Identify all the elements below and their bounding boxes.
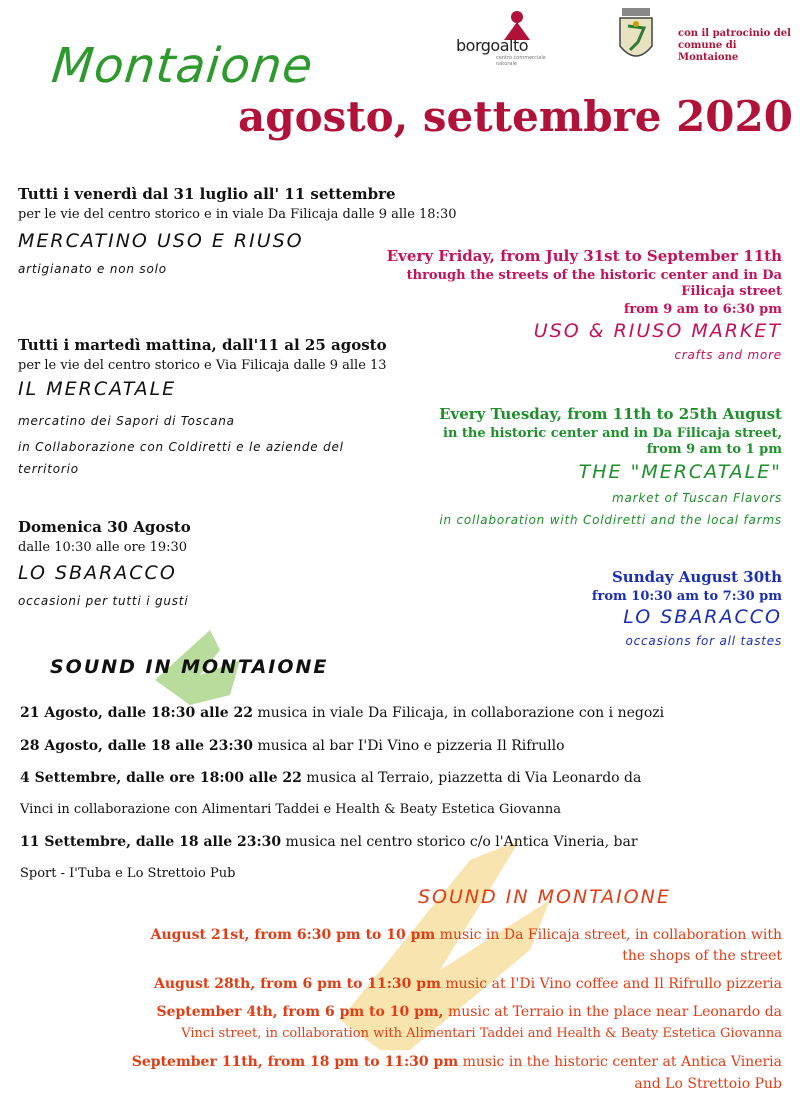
sound-it-item-2 xyxy=(20,738,565,754)
patronage-text xyxy=(678,28,800,64)
title-dates: agosto, settembre 2020 xyxy=(238,92,793,141)
event-en-2-line-1: Every Tuesday, from 11th to 25th August xyxy=(439,405,782,423)
event-it-2-name: IL MERCATALE xyxy=(18,378,177,400)
sound-en-item-4 xyxy=(22,1004,782,1020)
sound-en-item-6-bold: September 11th, from 18 pm to 11:30 pm xyxy=(131,1054,459,1070)
sound-en-item-5 xyxy=(22,1026,782,1041)
sound-it-item-5-bold: 11 Settembre, dalle 18 alle 23:30 xyxy=(20,834,282,850)
sound-en-item-7 xyxy=(22,1076,782,1092)
sound-en-item-4-rest: music at Terraio in the place near Leonardo da xyxy=(443,1004,782,1020)
sound-it-item-6 xyxy=(20,866,235,881)
comune-crest-icon xyxy=(614,6,658,68)
sound-it-item-3-rest: musica al Terraio, piazzetta di Via Leonardo da xyxy=(301,770,642,786)
patronage-line-1: con il patrocinio del xyxy=(678,28,791,39)
event-it-2-desc-1: mercatino dei Sapori di Toscana xyxy=(18,414,235,428)
event-en-1 xyxy=(282,247,782,362)
patronage-line-2: comune di Montaione xyxy=(678,40,739,63)
event-it-1-where: per le vie del centro storico e in viale Da Filicaja dalle 9 alle 18:30 xyxy=(18,207,457,222)
logo-text: borgoalto xyxy=(456,36,528,55)
event-it-1-desc: artigianato e non solo xyxy=(18,262,167,276)
sound-it-item-2-rest: musica al bar I'Di Vino e pizzeria Il Rifrullo xyxy=(253,738,565,754)
event-it-2-where: per le vie del centro storico e Via Filicaja dalle 9 alle 13 xyxy=(18,358,387,373)
event-it-2-desc-3: territorio xyxy=(18,462,79,476)
sound-it-item-3-bold: 4 Settembre, dalle ore 18:00 alle 22 xyxy=(20,770,302,786)
sound-en-item-3 xyxy=(22,976,782,992)
sound-en-item-6-rest: music in the historic center at Antica Vineria xyxy=(458,1054,782,1070)
event-it-3-when: Domenica 30 Agosto xyxy=(18,518,191,536)
sound-en-item-2 xyxy=(22,948,782,964)
sound-en-item-3-rest: music at I'Di Vino coffee and Il Rifrullo pizzeria xyxy=(440,976,782,992)
event-en-2-desc-2: in collaboration with Coldiretti and the local farms xyxy=(439,513,782,527)
event-en-3-line-2: from 10:30 am to 7:30 pm xyxy=(591,589,782,604)
sound-it-item-6-rest: Sport - I'Tuba e Lo Strettoio Pub xyxy=(20,866,236,881)
event-en-1-line-3: Filicaja street xyxy=(681,284,782,299)
sound-en-heading: SOUND IN MONTAIONE xyxy=(418,886,671,908)
sound-it-item-4-rest: Vinci in collaborazione con Alimentari Taddei e Health & Beaty Estetica Giovanna xyxy=(20,802,561,817)
event-it-3-name: LO SBARACCO xyxy=(18,562,177,584)
sound-en-item-7-rest: and Lo Strettoio Pub xyxy=(634,1076,782,1092)
event-en-2-line-3: from 9 am to 1 pm xyxy=(646,442,782,457)
event-en-2-name: THE "MERCATALE" xyxy=(578,461,782,483)
event-en-1-desc: crafts and more xyxy=(674,348,782,362)
title-montaione: Montaione xyxy=(49,38,317,94)
event-en-2 xyxy=(262,405,782,527)
event-it-1-name: MERCATINO USO E RIUSO xyxy=(18,230,304,252)
sound-it-item-5-rest: musica nel centro storico c/o l'Antica Vineria, bar xyxy=(281,834,638,850)
event-en-1-line-2: through the streets of the historic center and in Da xyxy=(406,268,782,283)
sound-it-item-5 xyxy=(20,834,638,850)
sound-en-item-5-rest: Vinci street, in collaboration with Alimentari Taddei and Health & Beaty Estetica Giovanna xyxy=(181,1026,782,1041)
event-it-3-desc: occasioni per tutti i gusti xyxy=(18,594,189,608)
event-it-3-where: dalle 10:30 alle ore 19:30 xyxy=(18,540,188,555)
event-en-1-line-1: Every Friday, from July 31st to September 11th xyxy=(386,247,782,265)
event-en-3-desc: occasions for all tastes xyxy=(625,634,782,648)
sound-it-item-4 xyxy=(20,802,561,817)
event-en-3-line-1: Sunday August 30th xyxy=(611,568,782,586)
sound-en-item-6 xyxy=(22,1054,782,1070)
borgoalto-logo xyxy=(452,8,562,68)
event-en-3-name: LO SBARACCO xyxy=(623,606,782,628)
event-en-2-desc-1: market of Tuscan Flavors xyxy=(612,491,782,505)
event-en-2-line-2: in the historic center and in Da Filicaja street, xyxy=(443,426,782,441)
sound-it-item-1-bold: 21 Agosto, dalle 18:30 alle 22 xyxy=(20,705,254,721)
logo-subtext: centro commerciale naturale xyxy=(496,55,546,67)
sound-en-item-2-rest: the shops of the street xyxy=(622,948,782,964)
event-en-1-line-4: from 9 am to 6:30 pm xyxy=(623,302,782,317)
sound-it-item-1 xyxy=(20,705,664,721)
sound-it-item-1-rest: musica in viale Da Filicaja, in collaborazione con i negozi xyxy=(253,705,665,721)
event-it-2-when: Tutti i martedì mattina, dall'11 al 25 agosto xyxy=(18,336,387,354)
event-en-3 xyxy=(382,568,782,648)
event-en-1-name: USO & RIUSO MARKET xyxy=(533,320,782,342)
sound-it-heading: SOUND IN MONTAIONE xyxy=(50,656,329,678)
event-it-1-when: Tutti i venerdì dal 31 luglio all' 11 settembre xyxy=(18,185,396,203)
sound-en-item-4-bold: September 4th, from 6 pm to 10 pm, xyxy=(156,1004,444,1020)
sound-it-item-2-bold: 28 Agosto, dalle 18 alle 23:30 xyxy=(20,738,254,754)
sound-it-item-3 xyxy=(20,770,641,786)
sound-en-item-1 xyxy=(22,927,782,943)
sound-en-item-1-rest: music in Da Filicaja street, in collaboration with xyxy=(435,927,782,943)
sound-en-item-1-bold: August 21st, from 6:30 pm to 10 pm xyxy=(150,927,436,943)
event-it-2-desc-2: in Collaborazione con Coldiretti e le aziende del xyxy=(18,440,344,454)
sound-en-item-3-bold: August 28th, from 6 pm to 11:30 pm xyxy=(153,976,441,992)
